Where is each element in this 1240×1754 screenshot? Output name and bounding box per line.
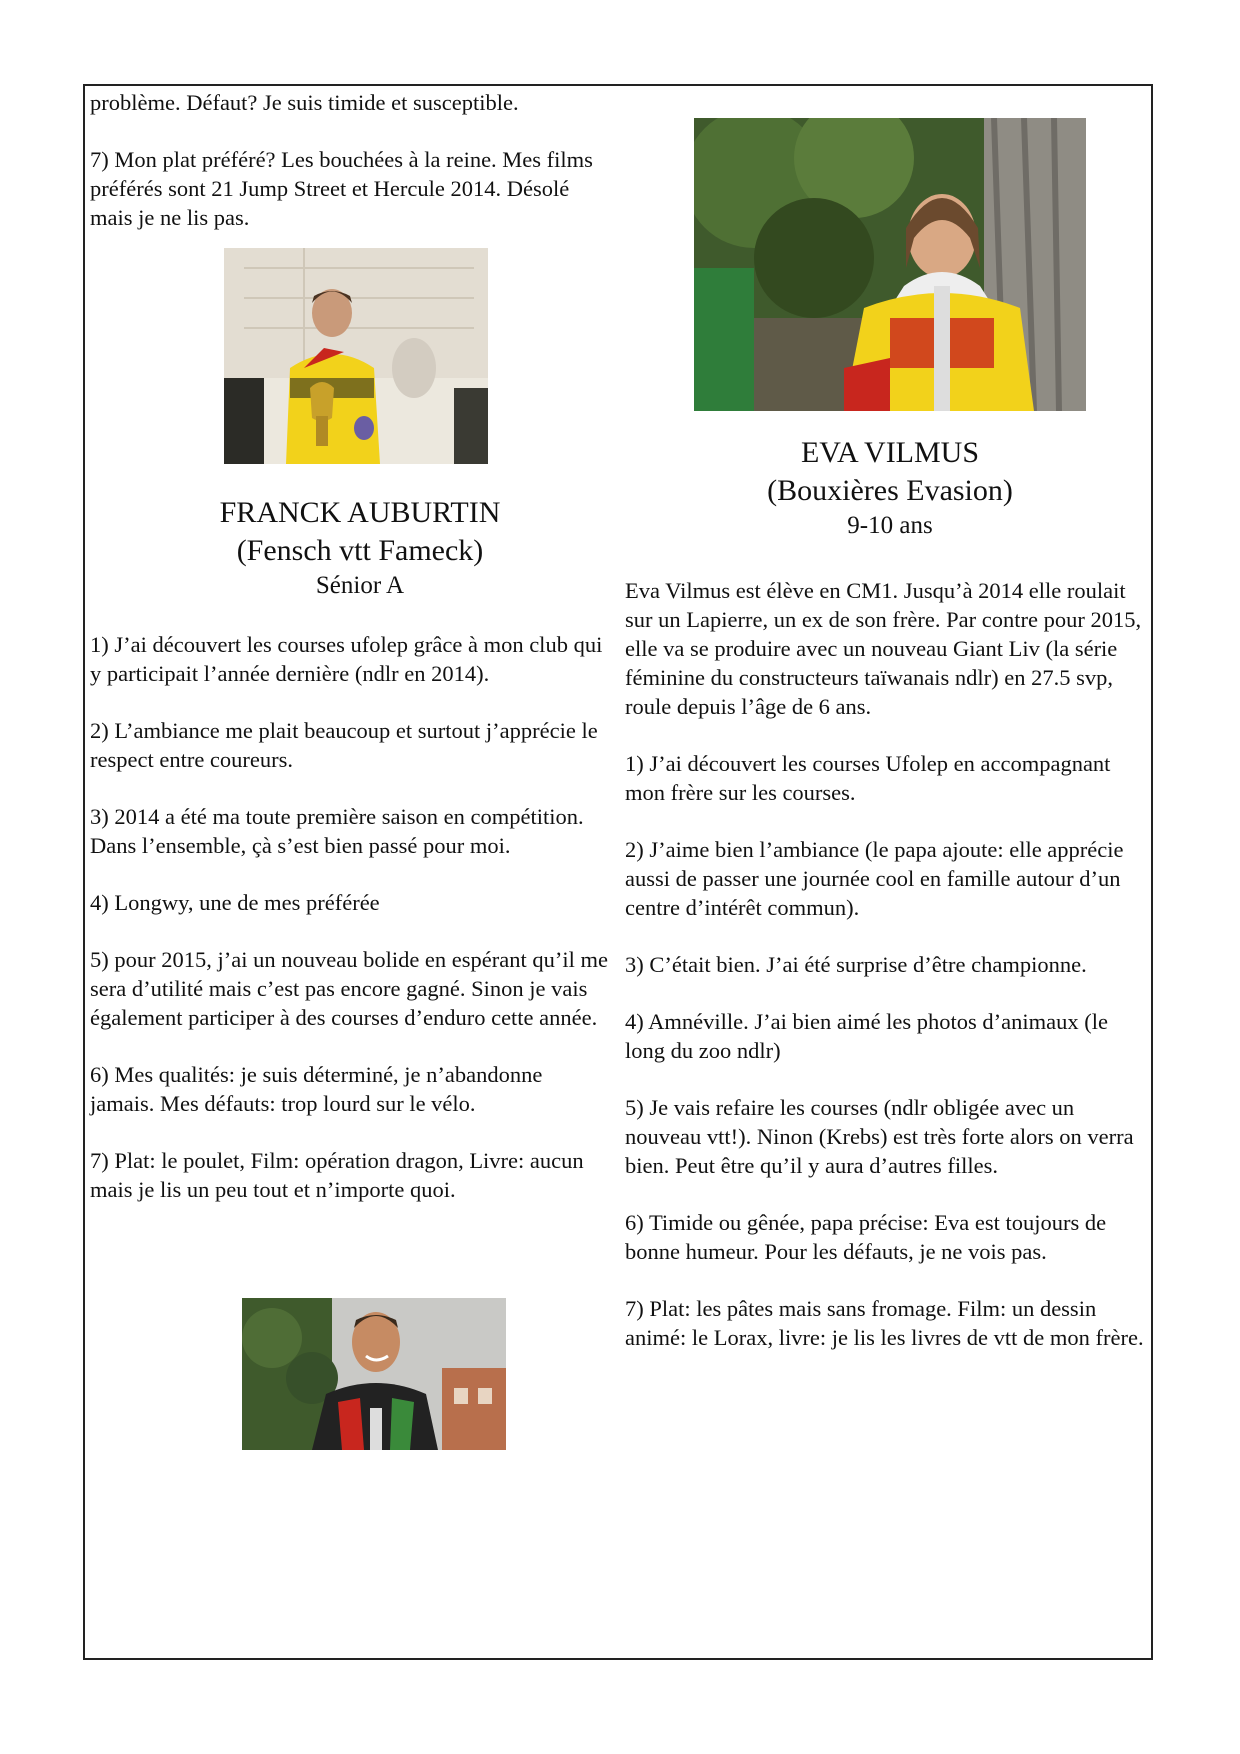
rider-name: EVA VILMUS [800,436,980,469]
intro-paragraph: problème. Défaut? Je suis timide et susceptible. [90,90,519,115]
answer-paragraph: 6) Timide ou gênée, papa précise: Eva est toujours de bonne humeur. Pour les défauts, je ne vois pas. [625,1210,1107,1264]
answer-paragraph: 5) pour 2015, j’ai un nouveau bolide en espérant qu’il me sera d’utilité mais c’est pas encore gagné. Sinon je vais également participer à des courses d’enduro cette année. [90,947,608,1030]
franck-smiling-photo [242,1298,506,1450]
eva-photo [694,118,1086,411]
franck-name-block [150,494,570,602]
left-column-intro [90,88,610,260]
answer-paragraph: 4) Longwy, une de mes préférée [90,890,380,915]
eva-name-block [680,434,1100,542]
franck-podium-photo [224,248,488,464]
answer-paragraph: 4) Amnéville. J’ai bien aimé les photos d’animaux (le long du zoo ndlr) [625,1009,1109,1063]
intro-paragraph: 7) Mon plat préféré? Les bouchées à la reine. Mes films préférés sont 21 Jump Street et Hercule 2014. Désolé mais je ne lis pas. [90,147,593,230]
rider-category: 9-10 ans [847,512,933,539]
answer-paragraph: 2) L’ambiance me plait beaucoup et surtout j’apprécie le respect entre coureurs. [90,718,598,772]
eva-text [625,576,1150,1380]
rider-club: (Fensch vtt Fameck) [236,534,484,567]
franck-answers [90,630,610,1232]
answer-paragraph: 1) J’ai découvert les courses Ufolep en accompagnant mon frère sur les courses. [625,751,1111,805]
answer-paragraph: 7) Plat: le poulet, Film: opération dragon, Livre: aucun mais je lis un peu tout et n’importe quoi. [90,1148,584,1202]
rider-club: (Bouxières Evasion) [767,474,1013,507]
answer-paragraph: 6) Mes qualités: je suis déterminé, je n’abandonne jamais. Mes défauts: trop lourd sur le vélo. [90,1062,543,1116]
rider-name: FRANCK AUBURTIN [219,496,501,529]
answer-paragraph: 7) Plat: les pâtes mais sans fromage. Film: un dessin animé: le Lorax, livre: je lis les livres de vtt de mon frère. [625,1296,1144,1350]
answer-paragraph: 3) C’était bien. J’ai été surprise d’être championne. [625,952,1087,977]
answer-paragraph: 3) 2014 a été ma toute première saison en compétition. Dans l’ensemble, çà s’est bien passé pour moi. [90,804,584,858]
answer-paragraph: 1) J’ai découvert les courses ufolep grâce à mon club qui y participait l’année dernière (ndlr en 2014). [90,632,603,686]
answer-paragraph: 5) Je vais refaire les courses (ndlr obligée avec un nouveau vtt!). Ninon (Krebs) est très forte alors on verra bien. Peut être qu’il y aura d’autres filles. [625,1095,1134,1178]
rider-category: Sénior A [315,572,405,599]
answer-paragraph: 2) J’aime bien l’ambiance (le papa ajoute: elle apprécie aussi de passer une journée cool en famille autour d’un centre d’intérêt commun). [625,837,1124,920]
eva-intro: Eva Vilmus est élève en CM1. Jusqu’à 2014 elle roulait sur un Lapierre, un ex de son frère. Par contre pour 2015, elle va se produire avec un nouveau Giant Liv (la série féminine du constructeurs taïwanais ndlr) en 27.5 svp, roule depuis l’âge de 6 ans. [625,578,1142,719]
